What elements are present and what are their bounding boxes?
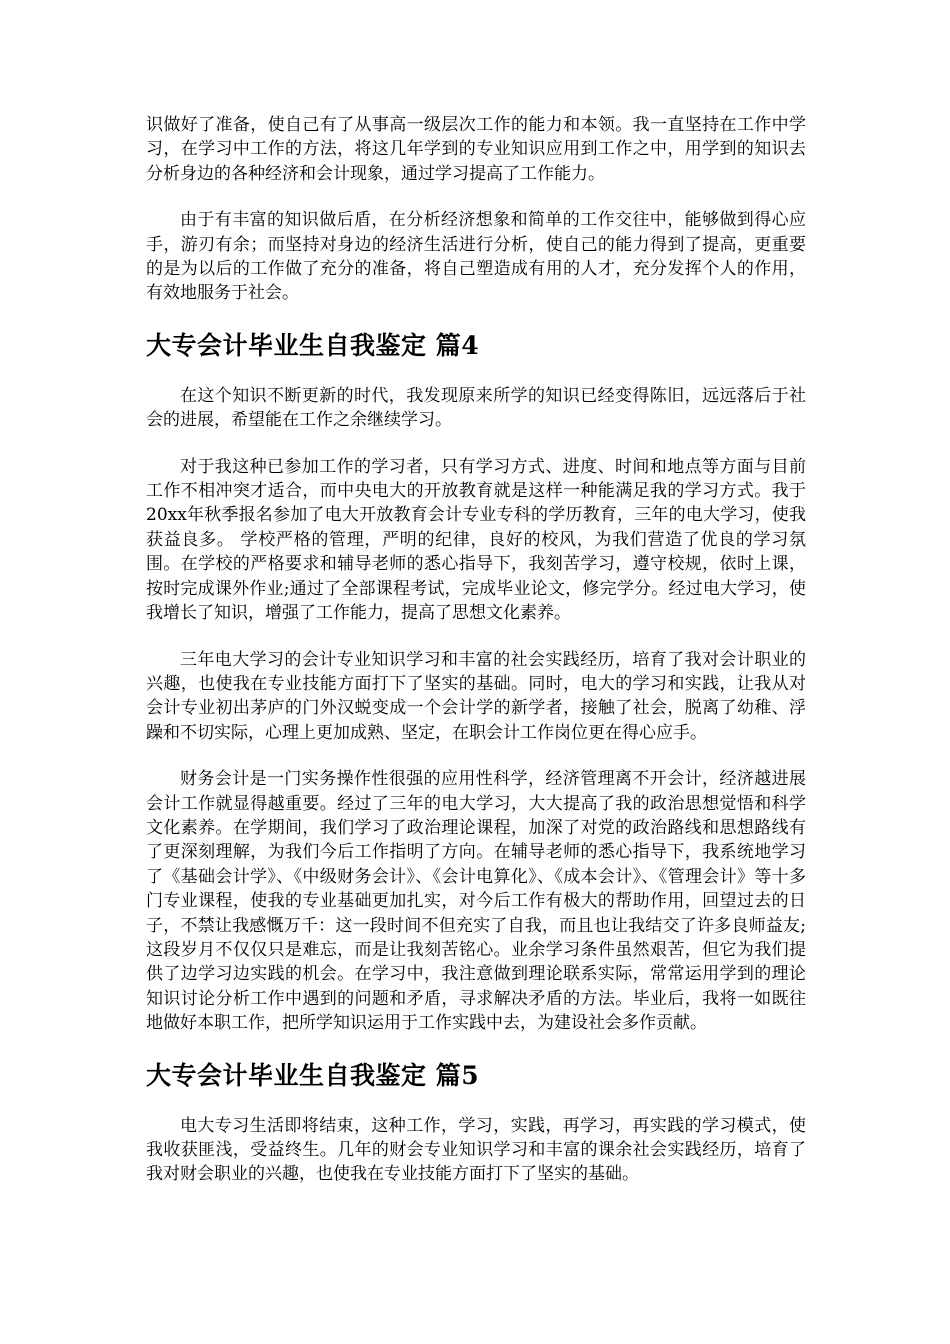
document-body	[146, 113, 806, 1209]
paragraph: 财务会计是一门实务操作性很强的应用性科学，经济管理离不开会计，经济越进展会计工作就显得越重要。经过了三年的电大学习，大大提高了我的政治思想觉悟和科学文化素养。在学期间，我们学习了政治理论课程，加深了对党的政治路线和思想路线有了更深刻理解，为我们今后工作指明了方向。在辅导老师的悉心指导下，我系统地学习了《基础会计学》、《中级财务会计》、《会计电算化》、《成本会计》、《管理会计》等十多门专业课程，使我的专业基础更加扎实，对今后工作有极大的帮助作用，回望过去的日子，不禁让我感慨万千：这一段时间不但充实了自我，而且也让我结交了许多良师益友;这段岁月不仅仅只是难忘，而是让我刻苦铭心。业余学习条件虽然艰苦，但它为我们提供了边学习边实践的机会。在学习中，我注意做到理论联系实际，常常运用学到的理论知识讨论分析工作中遇到的问题和矛盾，寻求解决矛盾的方法。毕业后，我将一如既往地做好本职工作，把所学知识运用于工作实践中去，为建设社会多作贡献。	[146, 769, 806, 1034]
paragraph: 电大专习生活即将结束，这种工作，学习，实践，再学习，再实践的学习模式，使我收获匪浅，受益终生。几年的财会专业知识学习和丰富的课余社会实践经历，培育了我对财会职业的兴趣，也使我在专业技能方面打下了坚实的基础。	[146, 1115, 806, 1185]
paragraph: 三年电大学习的会计专业知识学习和丰富的社会实践经历，培育了我对会计职业的兴趣，也使我在专业技能方面打下了坚实的基础。同时，电大的学习和实践，让我从对会计专业初出茅庐的门外汉蜕变成一个会计学的新学者，接触了社会，脱离了幼稚、浮躁和不切实际，心理上更加成熟、坚定，在职会计工作岗位更在得心应手。	[146, 649, 806, 743]
paragraph-continuation: 识做好了准备，使自己有了从事高一级层次工作的能力和本领。我一直坚持在工作中学习，在学习中工作的方法，将这几年学到的专业知识应用到工作之中，用学到的知识去分析身边的各种经济和会计现象，通过学习提高了工作能力。	[146, 115, 806, 184]
paragraph: 对于我这种已参加工作的学习者，只有学习方式、进度、时间和地点等方面与目前工作不相冲突才适合，而中央电大的开放教育就是这样一种能满足我的学习方式。我于20xx年秋季报名参加了电大开放教育会计专业专科的学历教育，三年的电大学习，使我获益良多。 学校严格的管理，严明的纪律，良好的校风，为我们营造了优良的学习氛围。在学校的严格要求和辅导老师的悉心指导下，我刻苦学习，遵守校规，依时上课，按时完成课外作业;通过了全部课程考试，完成毕业论文，修完学分。经过电大学习，使我增长了知识，增强了工作能力，提高了思想文化素养。	[146, 456, 806, 624]
paragraph: 在这个知识不断更新的时代，我发现原来所学的知识已经变得陈旧，远远落后于社会的进展，希望能在工作之余继续学习。	[146, 385, 806, 431]
section-heading-5: 大专会计毕业生自我鉴定 篇5	[146, 1060, 480, 1090]
section-heading-4: 大专会计毕业生自我鉴定 篇4	[146, 330, 480, 360]
paragraph: 由于有丰富的知识做后盾，在分析经济想象和简单的工作交往中，能够做到得心应手，游刃有余；而坚持对身边的经济生活进行分析，使自己的能力得到了提高，更重要的是为以后的工作做了充分的准备，将自己塑造成有用的人才，充分发挥个人的作用，有效地服务于社会。	[146, 210, 806, 304]
